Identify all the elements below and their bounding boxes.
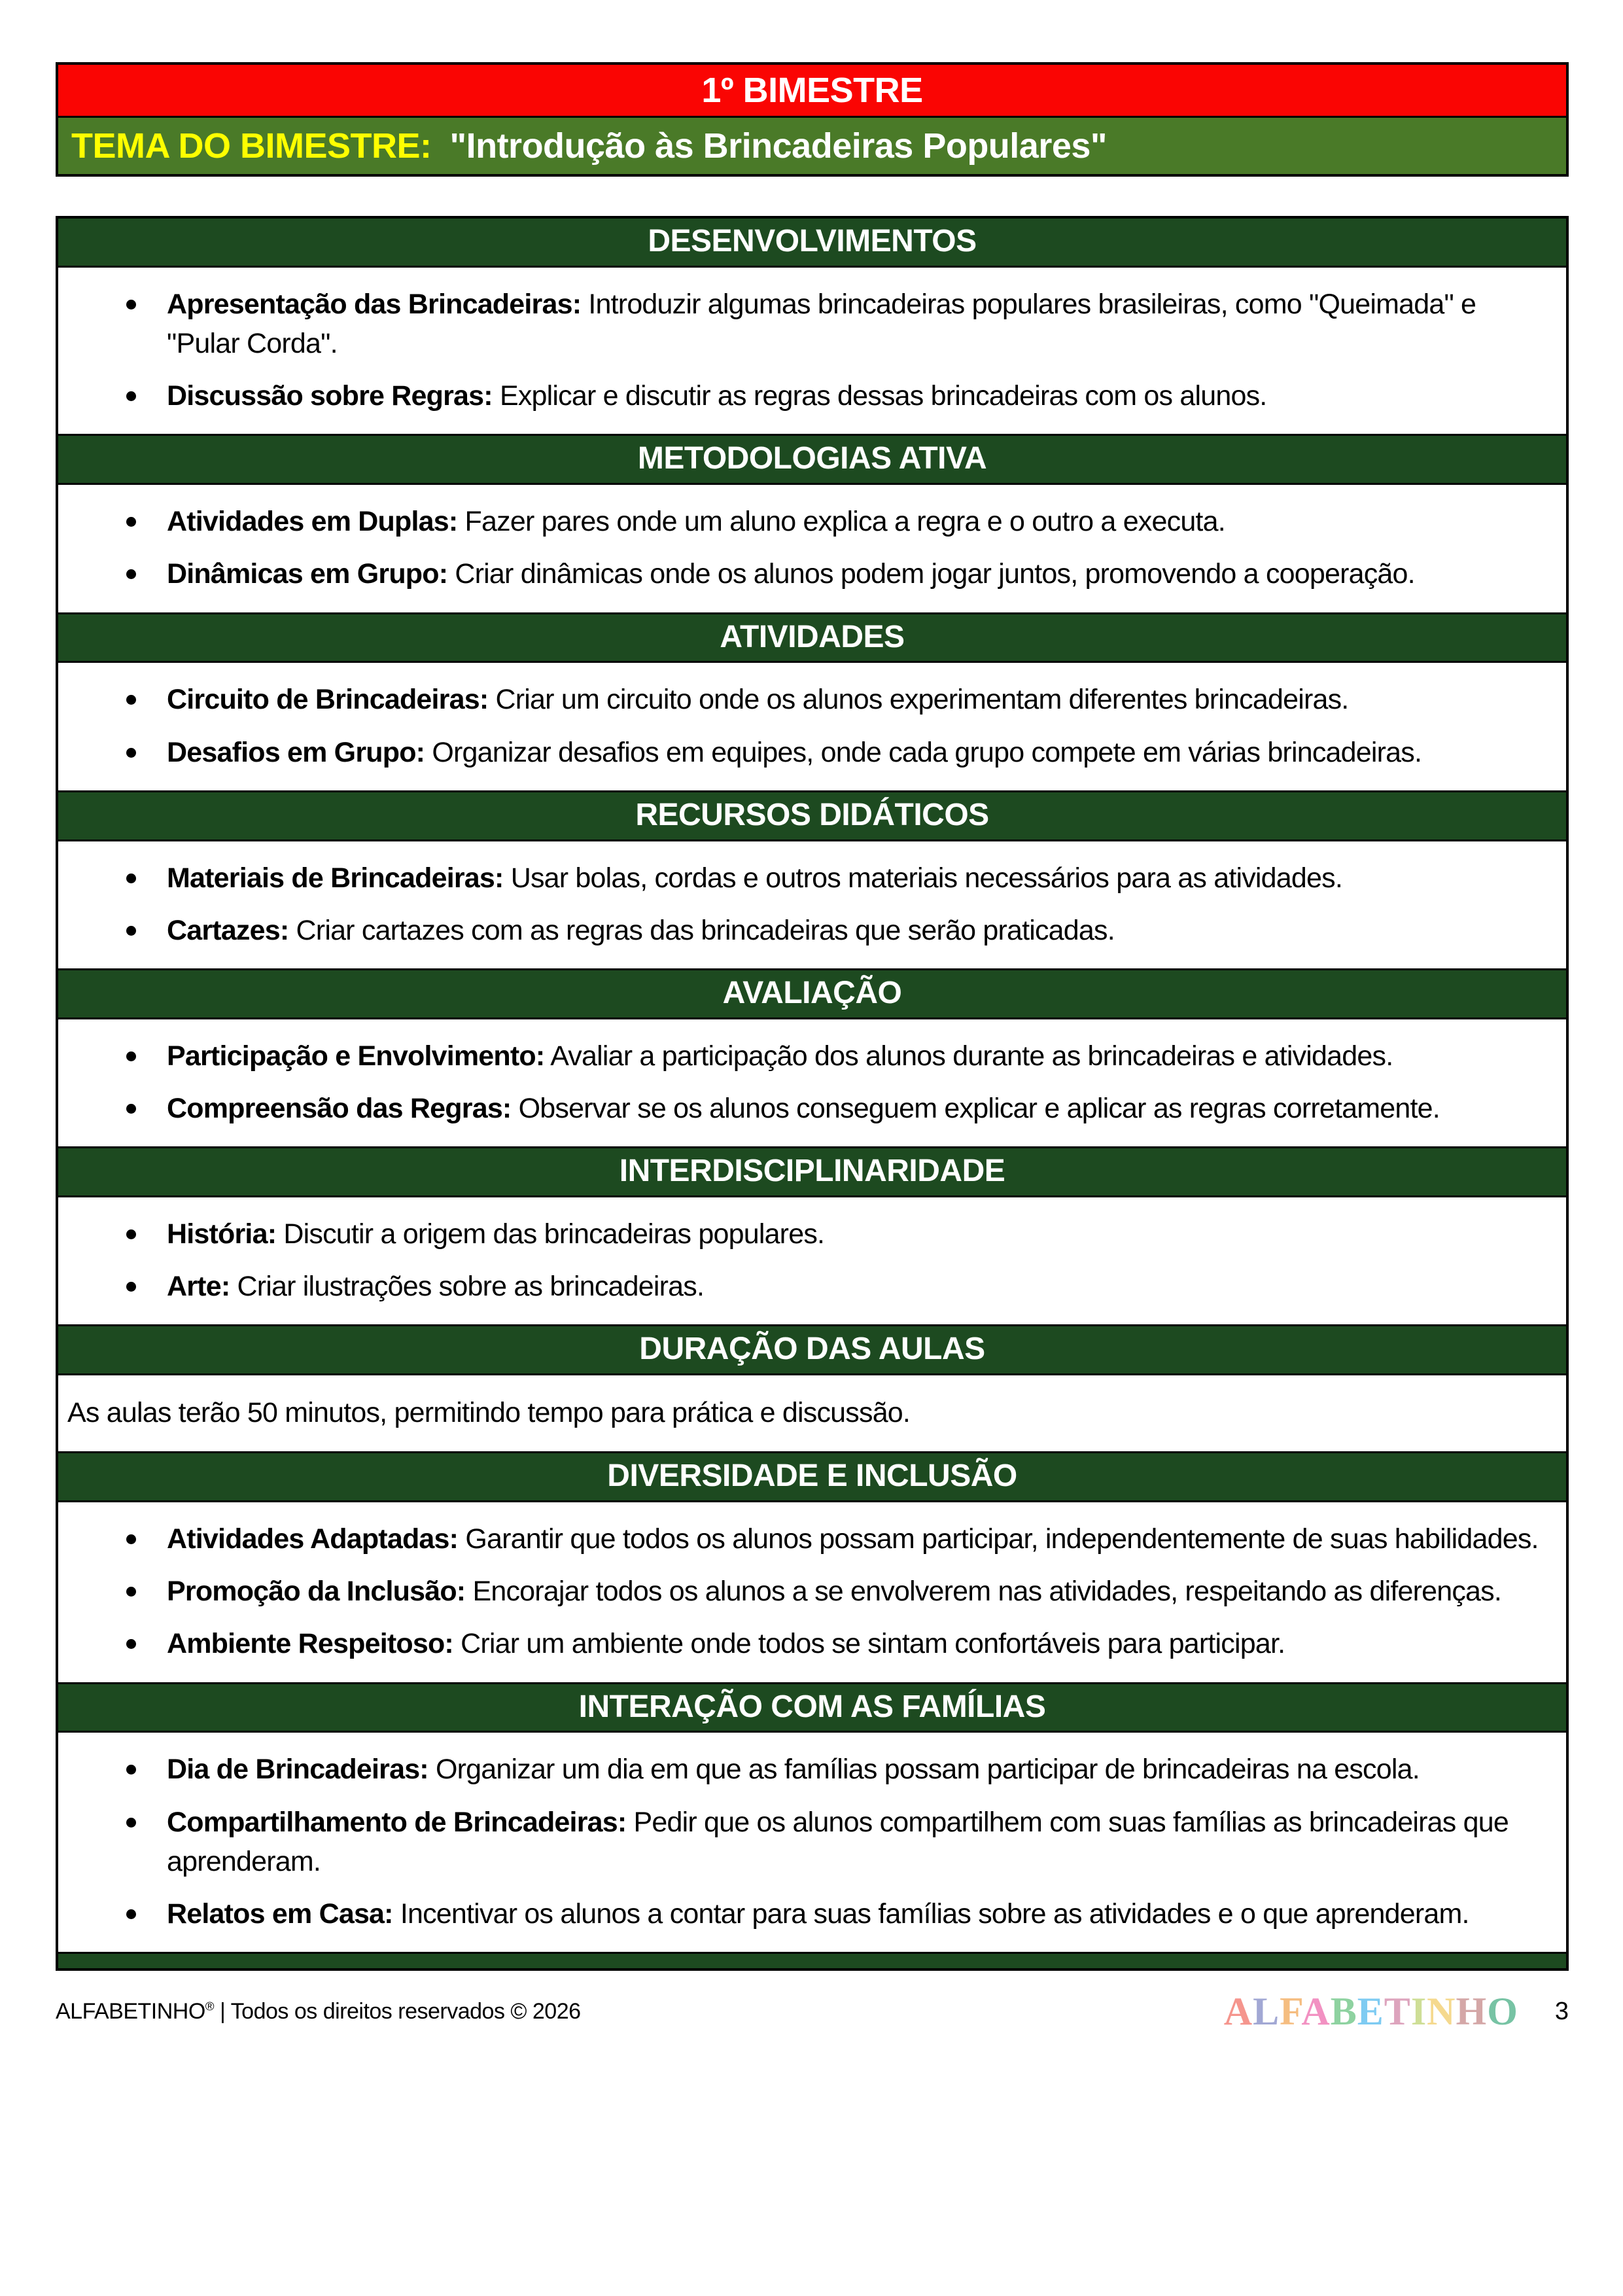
section-list (58, 841, 1566, 968)
list-item (121, 1750, 1546, 1789)
logo-letter: H (1456, 1990, 1488, 2034)
item-label: Apresentação das Brincadeiras: (167, 288, 582, 320)
list-item (121, 1267, 1546, 1306)
item-text: Introduzir algumas brincadeiras populares brasileiras, como "Queimada" e "Pular Corda". (167, 288, 1476, 359)
section-list (58, 1502, 1566, 1682)
section-list (58, 268, 1566, 434)
item-label: Desafios em Grupo: (167, 736, 425, 768)
logo-letter: L (1253, 1990, 1280, 2034)
alfabetinho-logo (1224, 1989, 1518, 2034)
item-text: Organizar desafios em equipes, onde cada grupo compete em várias brincadeiras. (432, 736, 1422, 768)
item-text: Fazer pares onde um aluno explica a regra e o outro a executa. (464, 506, 1225, 538)
list-item (121, 733, 1546, 772)
logo-letter: A (1223, 1990, 1253, 2034)
item-label: História: (167, 1218, 277, 1250)
list-item (121, 1572, 1546, 1611)
list-item (121, 285, 1546, 363)
section-list (58, 1197, 1566, 1324)
list-item (121, 1519, 1546, 1559)
list-item (121, 1624, 1546, 1663)
item-text: Criar um circuito onde os alunos experimentam diferentes brincadeiras. (495, 684, 1349, 716)
section-header: ATIVIDADES (58, 612, 1566, 663)
item-text: Encorajar todos os alunos a se envolverem nas atividades, respeitando as diferenças. (472, 1576, 1502, 1608)
list-item (121, 1214, 1546, 1254)
item-label: Promoção da Inclusão: (167, 1576, 466, 1608)
item-text: Criar cartazes com as regras das brincadeiras que serão praticadas. (296, 914, 1115, 946)
list-item (121, 680, 1546, 719)
item-label: Circuito de Brincadeiras: (167, 684, 489, 716)
item-label: Compreensão das Regras: (167, 1092, 512, 1124)
item-text: Criar um ambiente onde todos se sintam confortáveis para participar. (461, 1628, 1285, 1660)
sections-board (56, 216, 1569, 1971)
item-label: Cartazes: (167, 914, 289, 946)
logo-letter: N (1427, 1990, 1456, 2034)
page-footer (56, 1989, 1569, 2034)
item-label: Dinâmicas em Grupo: (167, 558, 448, 590)
section-header: DURAÇÃO DAS AULAS (58, 1324, 1566, 1375)
section-list (58, 1733, 1566, 1952)
logo-letter: B (1330, 1990, 1357, 2034)
item-label: Ambiente Respeitoso: (167, 1628, 453, 1660)
theme-label: TEMA DO BIMESTRE: (71, 126, 432, 166)
list-item (121, 554, 1546, 593)
list-item (121, 1894, 1546, 1934)
top-banner-block (56, 62, 1569, 177)
item-text: Discutir a origem das brincadeiras populares. (283, 1218, 825, 1250)
item-text: Explicar e discutir as regras dessas brincadeiras com os alunos. (499, 380, 1267, 412)
section-header: INTERDISCIPLINARIDADE (58, 1146, 1566, 1197)
item-label: Dia de Brincadeiras: (167, 1754, 428, 1786)
logo-letter: F (1280, 1990, 1302, 2034)
item-label: Atividades em Duplas: (167, 506, 458, 538)
logo-letter: O (1487, 1990, 1518, 2034)
item-text: Organizar um dia em que as famílias possam participar de brincadeiras na escola. (435, 1754, 1420, 1786)
item-label: Materiais de Brincadeiras: (167, 862, 504, 894)
section-list (58, 1019, 1566, 1146)
bimester-title: 1º BIMESTRE (701, 71, 923, 110)
item-text: Incentivar os alunos a contar para suas famílias sobre as atividades e o que aprenderam. (400, 1898, 1469, 1930)
item-label: Discussão sobre Regras: (167, 380, 493, 412)
section-header: INTERAÇÃO COM AS FAMÍLIAS (58, 1682, 1566, 1733)
section-header: DIVERSIDADE E INCLUSÃO (58, 1451, 1566, 1502)
registered-mark: ® (205, 1999, 215, 2013)
item-label: Compartilhamento de Brincadeiras: (167, 1806, 627, 1838)
theme-banner (58, 118, 1566, 174)
footer-right (1224, 1989, 1569, 2034)
item-text: Criar ilustrações sobre as brincadeiras. (237, 1271, 705, 1303)
list-item (121, 376, 1546, 415)
page-number: 3 (1554, 1998, 1569, 2026)
section-header: RECURSOS DIDÁTICOS (58, 790, 1566, 841)
item-text: Pedir que os alunos compartilhem com suas famílias as brincadeiras que aprenderam. (167, 1806, 1509, 1877)
copyright-text (56, 1999, 581, 2024)
item-text: Usar bolas, cordas e outros materiais necessários para as atividades. (510, 862, 1342, 894)
board-footer-bar (58, 1952, 1566, 1968)
item-text: Criar dinâmicas onde os alunos podem jogar juntos, promovendo a cooperação. (455, 558, 1415, 590)
list-item (121, 1036, 1546, 1076)
item-text: Garantir que todos os alunos possam participar, independentemente de suas habilidades. (465, 1523, 1539, 1555)
item-label: Participação e Envolvimento: (167, 1040, 545, 1072)
list-item (121, 1803, 1546, 1881)
theme-value: "Introdução às Brincadeiras Populares" (449, 126, 1108, 166)
copyright-brand: ALFABETINHO (56, 1999, 205, 2024)
logo-letter: E (1357, 1990, 1384, 2034)
list-item (121, 911, 1546, 950)
section-header: METODOLOGIAS ATIVA (58, 434, 1566, 485)
list-item (121, 1089, 1546, 1128)
logo-letter: I (1410, 1990, 1427, 2034)
list-item (121, 858, 1546, 898)
logo-letter: T (1384, 1990, 1411, 2034)
item-label: Atividades Adaptadas: (167, 1523, 459, 1555)
logo-letter: A (1301, 1990, 1331, 2034)
sections-container (58, 219, 1566, 1952)
item-text: Avaliar a participação dos alunos durante as brincadeiras e atividades. (550, 1040, 1393, 1072)
section-list (58, 663, 1566, 790)
item-label: Arte: (167, 1271, 230, 1303)
bimester-banner (58, 65, 1566, 118)
section-list (58, 485, 1566, 612)
item-text: Observar se os alunos conseguem explicar e aplicar as regras corretamente. (518, 1092, 1440, 1124)
section-header: AVALIAÇÃO (58, 968, 1566, 1019)
section-paragraph: As aulas terão 50 minutos, permitindo tempo para prática e discussão. (58, 1375, 1566, 1451)
section-header: DESENVOLVIMENTOS (58, 219, 1566, 268)
list-item (121, 502, 1546, 541)
copyright-rights: | Todos os direitos reservados © 2026 (214, 1999, 581, 2024)
item-label: Relatos em Casa: (167, 1898, 393, 1930)
